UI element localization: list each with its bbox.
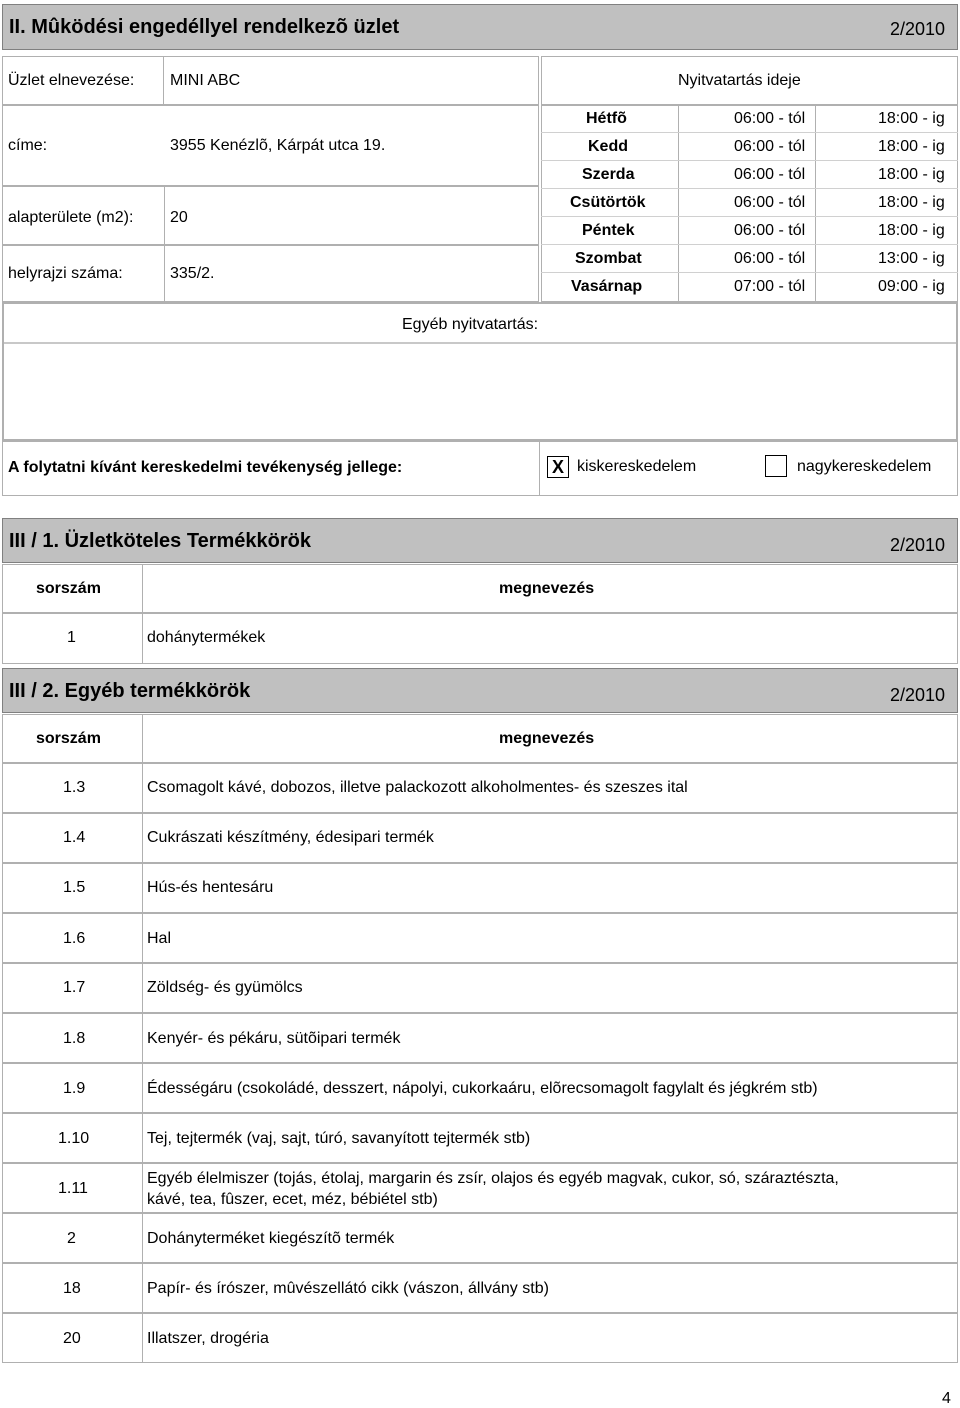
row-name: dohánytermékek: [147, 629, 266, 646]
section-2-title: II. Mûködési engedéllyel rendelkezõ üzlet: [9, 16, 400, 38]
section-3-1-year: 2/2010: [889, 535, 945, 555]
wholesale-label: nagykereskedelem: [797, 458, 932, 475]
row-name: Hús-és hentesáru: [147, 879, 274, 896]
retail-checkbox[interactable]: X: [547, 456, 569, 478]
day-label: Vasárnap: [571, 278, 643, 295]
address-label: címe:: [8, 137, 48, 154]
table-row: [2, 1013, 958, 1063]
day-from: 06:00 - tól: [734, 222, 806, 239]
row-number: 1.4: [63, 829, 86, 846]
day-label: Hétfõ: [586, 110, 627, 127]
wholesale-checkbox[interactable]: [765, 455, 787, 477]
row-number: 1.7: [63, 979, 86, 996]
day-to: 18:00 - ig: [878, 110, 945, 127]
row-number: 1.10: [58, 1130, 90, 1147]
row-number: 2: [67, 1230, 76, 1247]
shop-name-label: Üzlet elnevezése:: [8, 72, 135, 89]
table-row: [2, 613, 958, 664]
section-2-header: [2, 4, 958, 50]
shop-name-value: MINI ABC: [170, 72, 241, 89]
row-name: Édességáru (csokoládé, desszert, nápolyi, cukorkaáru, elõrecsomagolt fagylalt és jégkrém stb): [147, 1080, 818, 1097]
day-to: 13:00 - ig: [878, 250, 945, 267]
row-name: Papír- és írószer, mûvészellátó cikk (vászon, állvány stb): [147, 1280, 549, 1297]
row-number: 1.8: [63, 1030, 86, 1047]
row-number: 1.5: [63, 879, 86, 896]
parcel-value: 335/2.: [170, 265, 215, 282]
row-name: Egyéb élelmiszer (tojás, étolaj, margarin és zsír, olajos és egyéb magvak, cukor, só, száraztészta,: [147, 1170, 839, 1187]
row-name: Zöldség- és gyümölcs: [147, 979, 303, 996]
col-name-header: megnevezés: [499, 580, 595, 597]
address-value: 3955 Kenézlõ, Kárpát utca 19.: [170, 137, 386, 154]
table-row: [2, 813, 958, 863]
row-name: Hal: [147, 930, 172, 947]
day-to: 09:00 - ig: [878, 278, 945, 295]
row-name: Dohányterméket kiegészítõ termék: [147, 1230, 395, 1247]
row-name: Csomagolt kávé, dobozos, illetve palackozott alkoholmentes- és szeszes ital: [147, 779, 688, 796]
section-2-year: 2/2010: [889, 19, 945, 39]
row-number: 1.9: [63, 1080, 86, 1097]
other-hours-label: Egyéb nyitvatartás:: [402, 316, 539, 333]
row-number: 1: [67, 629, 76, 646]
section-3-1-title: III / 1. Üzletköteles Termékkörök: [9, 530, 311, 552]
day-label: Péntek: [582, 222, 635, 239]
row-name: Kenyér- és pékáru, sütõipari termék: [147, 1030, 401, 1047]
area-label: alapterülete (m2):: [8, 209, 134, 226]
section-3-1-col-header: [2, 564, 958, 613]
day-to: 18:00 - ig: [878, 194, 945, 211]
row-name: Tej, tejtermék (vaj, sajt, túró, savanyított tejtermék stb): [147, 1130, 531, 1147]
section-3-2-header: [2, 668, 958, 713]
parcel-label: helyrajzi száma:: [8, 265, 123, 282]
day-from: 06:00 - tól: [734, 138, 806, 155]
section-3-1-header: [2, 518, 958, 563]
opening-hours-title: Nyitvatartás ideje: [678, 72, 801, 89]
day-label: Szombat: [575, 250, 642, 267]
row-name-continued: kávé, tea, fûszer, ecet, méz, bébiétel stb): [147, 1191, 438, 1208]
row-number: 1.11: [58, 1180, 88, 1197]
section-3-2-title: III / 2. Egyéb termékkörök: [9, 680, 251, 702]
area-value: 20: [170, 209, 188, 226]
row-number: 18: [63, 1280, 81, 1297]
row-number: 1.6: [63, 930, 86, 947]
table-row: [2, 963, 958, 1013]
table-row: [2, 913, 958, 963]
day-from: 06:00 - tól: [734, 166, 806, 183]
col-number-header: sorszám: [36, 730, 101, 747]
row-name: Cukrászati készítmény, édesipari termék: [147, 829, 434, 846]
day-label: Kedd: [588, 138, 628, 155]
day-from: 07:00 - tól: [734, 278, 806, 295]
row-number: 1.3: [63, 779, 86, 796]
day-to: 18:00 - ig: [878, 222, 945, 239]
day-label: Szerda: [582, 166, 635, 183]
activity-label: A folytatni kívánt kereskedelmi tevékenység jellege:: [8, 459, 403, 476]
row-number: 20: [63, 1330, 81, 1347]
table-row: [2, 1213, 958, 1263]
day-from: 06:00 - tól: [734, 194, 806, 211]
section-3-2-year: 2/2010: [889, 685, 945, 705]
day-to: 18:00 - ig: [878, 138, 945, 155]
table-row: [2, 1313, 958, 1363]
day-from: 06:00 - tól: [734, 110, 806, 127]
day-to: 18:00 - ig: [878, 166, 945, 183]
section-3-2-col-header: [2, 714, 958, 763]
retail-label: kiskereskedelem: [577, 458, 697, 475]
col-name-header: megnevezés: [499, 730, 595, 747]
day-from: 06:00 - tól: [734, 250, 806, 267]
page-number: 4: [942, 1390, 951, 1407]
day-label: Csütörtök: [570, 194, 646, 211]
col-number-header: sorszám: [36, 580, 101, 597]
table-row: [2, 863, 958, 913]
row-name: Illatszer, drogéria: [147, 1330, 269, 1347]
